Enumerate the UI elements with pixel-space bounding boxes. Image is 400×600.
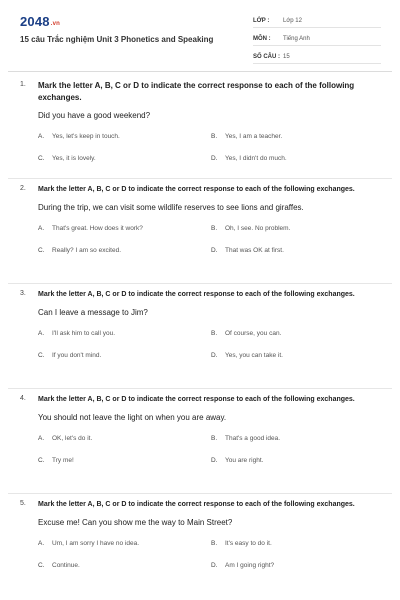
question-number: 3. <box>20 290 26 297</box>
option-text: I'll ask him to call you. <box>52 329 116 337</box>
option-letter: B. <box>211 539 218 547</box>
option-a[interactable] <box>38 222 211 234</box>
option-letter: D. <box>211 154 218 162</box>
meta-key: LỚP : <box>253 17 270 24</box>
question-instruction: Mark the letter A, B, C or D to indicate the correct response to each of the following exchanges. <box>38 186 355 193</box>
question-text: Excuse me! Can you show me the way to Main Street? <box>38 518 233 527</box>
option-d[interactable] <box>211 349 381 361</box>
options-grid <box>38 432 380 466</box>
option-letter: A. <box>38 329 45 337</box>
option-a[interactable] <box>38 432 211 444</box>
option-c[interactable] <box>38 244 211 256</box>
option-letter: A. <box>38 539 45 547</box>
option-letter: A. <box>38 132 45 140</box>
question-text: During the trip, we can visit some wildlife reserves to see lions and giraffes. <box>38 203 304 212</box>
option-b[interactable] <box>211 327 381 339</box>
question-separator <box>8 493 392 494</box>
question-header <box>20 394 380 406</box>
option-d[interactable] <box>211 559 381 571</box>
page-title: 15 câu Trắc nghiệm Unit 3 Phonetics and Speaking <box>20 35 214 44</box>
option-text: If you don't mind. <box>52 351 102 359</box>
option-letter: C. <box>38 154 45 162</box>
meta-key: SỐ CÂU : <box>253 53 280 60</box>
option-text: That's a good idea. <box>225 434 281 442</box>
option-text: OK, let's do it. <box>52 434 93 442</box>
option-a[interactable] <box>38 537 211 549</box>
question-separator <box>8 388 392 389</box>
option-letter: D. <box>211 561 218 569</box>
meta-value: Tiếng Anh <box>283 35 310 42</box>
meta-row-count <box>253 50 381 64</box>
option-text: Oh, I see. No problem. <box>225 224 291 232</box>
question-number: 5. <box>20 500 26 507</box>
meta-row-subject <box>253 32 381 46</box>
question-instruction: Mark the letter A, B, C or D to indicate the correct response to each of the following exchanges. <box>38 396 355 403</box>
option-text: Really? I am so excited. <box>52 246 122 254</box>
question-number: 2. <box>20 185 26 192</box>
option-d[interactable] <box>211 152 381 164</box>
options-grid <box>38 222 380 256</box>
option-letter: A. <box>38 434 45 442</box>
option-letter: D. <box>211 351 218 359</box>
question-1 <box>20 80 380 164</box>
logo-sub: .vn <box>50 21 61 27</box>
question-header <box>20 80 380 104</box>
header-divider <box>8 71 392 72</box>
option-b[interactable] <box>211 130 381 142</box>
meta-value: Lớp 12 <box>283 17 302 24</box>
option-text: Yes, it is lovely. <box>52 154 96 162</box>
question-4 <box>20 394 380 466</box>
option-text: Yes, I am a teacher. <box>225 132 283 140</box>
option-letter: B. <box>211 329 218 337</box>
option-text: It's easy to do it. <box>225 539 272 547</box>
option-letter: C. <box>38 561 45 569</box>
option-text: You are right. <box>225 456 264 464</box>
question-number: 1. <box>20 81 26 88</box>
option-d[interactable] <box>211 244 381 256</box>
options-grid <box>38 537 380 571</box>
question-separator <box>8 283 392 284</box>
option-letter: B. <box>211 132 218 140</box>
question-text: Did you have a good weekend? <box>38 111 151 120</box>
question-text: You should not leave the light on when you are away. <box>38 413 227 422</box>
option-c[interactable] <box>38 454 211 466</box>
option-text: That's great. How does it work? <box>52 224 143 232</box>
question-header <box>20 289 380 301</box>
option-letter: B. <box>211 224 218 232</box>
option-text: That was OK at first. <box>225 246 284 254</box>
option-text: Um, I am sorry I have no idea. <box>52 539 140 547</box>
option-c[interactable] <box>38 559 211 571</box>
question-number: 4. <box>20 395 26 402</box>
question-2 <box>20 184 380 256</box>
option-letter: A. <box>38 224 45 232</box>
option-text: Try me! <box>52 456 74 464</box>
meta-box <box>253 14 381 68</box>
option-c[interactable] <box>38 152 211 164</box>
option-a[interactable] <box>38 327 211 339</box>
option-letter: C. <box>38 246 45 254</box>
option-d[interactable] <box>211 454 381 466</box>
logo-main: 2048 <box>20 14 50 29</box>
option-b[interactable] <box>211 432 381 444</box>
question-instruction: Mark the letter A, B, C or D to indicate the correct response to each of the following exchanges. <box>38 291 355 298</box>
page-header <box>0 0 400 72</box>
meta-row-class <box>253 14 381 28</box>
option-a[interactable] <box>38 130 211 142</box>
option-c[interactable] <box>38 349 211 361</box>
question-5 <box>20 499 380 571</box>
option-text: Yes, let's keep in touch. <box>52 132 120 140</box>
option-text: Yes, you can take it. <box>225 351 283 359</box>
option-letter: C. <box>38 351 45 359</box>
option-text: Continue. <box>52 561 80 569</box>
question-header <box>20 184 380 196</box>
option-letter: C. <box>38 456 45 464</box>
question-text: Can I leave a message to Jim? <box>38 308 148 317</box>
question-header <box>20 499 380 511</box>
question-instruction: Mark the letter A, B, C or D to indicate the correct response to each of the following exchanges. <box>38 501 355 508</box>
option-letter: D. <box>211 456 218 464</box>
option-text: Of course, you can. <box>225 329 282 337</box>
option-b[interactable] <box>211 537 381 549</box>
option-text: Yes, I didn't do much. <box>225 154 287 162</box>
question-instruction: Mark the letter A, B, C or D to indicate the correct response to each of the following exchanges. <box>38 81 355 102</box>
options-grid <box>38 130 380 164</box>
question-3 <box>20 289 380 361</box>
options-grid <box>38 327 380 361</box>
meta-key: MÔN : <box>253 35 271 42</box>
question-separator <box>8 178 392 179</box>
option-b[interactable] <box>211 222 381 234</box>
option-letter: D. <box>211 246 218 254</box>
option-letter: B. <box>211 434 218 442</box>
meta-value: 15 <box>283 53 290 60</box>
option-text: Am I going right? <box>225 561 275 569</box>
